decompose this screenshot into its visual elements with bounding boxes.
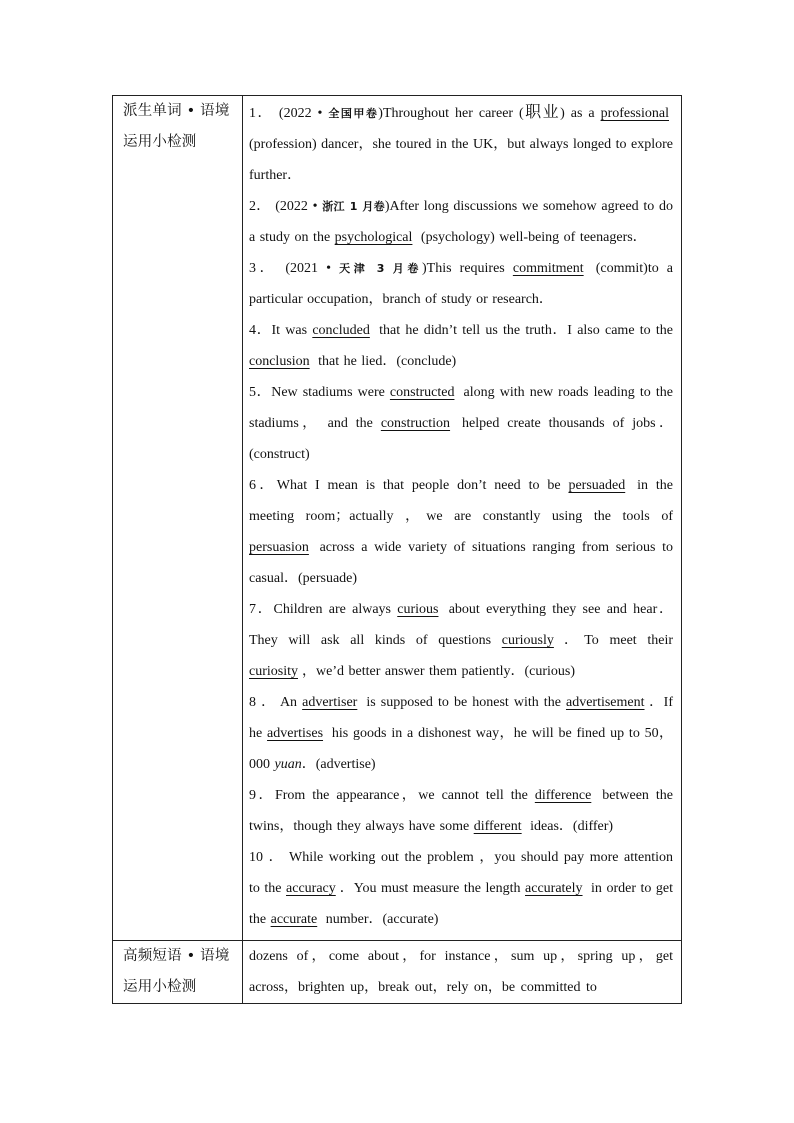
sentence-text: ．You must measure the length — [339, 881, 526, 896]
answer-blank: construction — [380, 416, 451, 431]
sentence-text: ，we’d better answer them patiently．(curious) — [302, 664, 576, 679]
item-number: 8 ． — [249, 695, 276, 710]
answer-blank: advertisement — [565, 695, 645, 710]
sentence-text: Children are always — [273, 602, 398, 617]
answer-blank: curious — [397, 602, 439, 617]
row-label-cell — [113, 96, 243, 941]
row-label-cell — [113, 941, 243, 1004]
chinese-gloss: 职业 — [523, 102, 561, 121]
answer-blank: curiosity — [249, 664, 298, 679]
source-year: (2022 • — [278, 106, 323, 121]
exercise-item-2 — [249, 191, 673, 253]
sentence-text: is supposed to be honest with the — [361, 695, 566, 710]
item-number: 5． — [249, 385, 272, 400]
answer-blank: accurate — [270, 912, 318, 927]
exercise-item-9 — [249, 780, 673, 842]
exercise-list — [243, 96, 682, 941]
source-close: ) — [384, 199, 390, 214]
source-close: ) — [422, 261, 427, 276]
sentence-text: ) as a — [560, 106, 601, 121]
source-year: (2021 • — [285, 261, 331, 276]
source-close: ) — [378, 106, 383, 121]
sentence-text: ．(advertise) — [301, 757, 376, 772]
exercise-item-4 — [249, 315, 673, 377]
sentence-text: (commit)to a particular occupation，branch of study or research． — [249, 261, 674, 307]
answer-blank: different — [473, 819, 522, 834]
source-exam: 全国甲卷 — [328, 107, 379, 120]
exercise-item-5 — [249, 377, 673, 470]
phrase-list: dozens of，come about，for instance，sum up，spring up，get across，brighten up，break out，rely on，be committed to — [243, 941, 682, 1004]
sentence-text: Throughout her career ( — [382, 106, 524, 121]
row-label-phrases: 高频短语 • 语境运用小检测 — [123, 948, 230, 995]
source-exam: 浙江 1 月卷 — [322, 200, 385, 213]
italic-word: yuan — [274, 757, 302, 772]
answer-blank: commitment — [512, 261, 584, 276]
exercise-item-6 — [249, 470, 673, 594]
row-label-derivatives: 派生单词 • 语境运用小检测 — [123, 103, 230, 150]
sentence-text: (psychology) well-being of teenagers． — [416, 230, 647, 245]
sentence-text: New stadiums were — [271, 385, 390, 400]
sentence-text: It was — [271, 323, 313, 338]
exercise-item-3 — [249, 253, 673, 315]
answer-blank: advertises — [267, 726, 324, 741]
answer-blank: accurately — [525, 881, 583, 896]
answer-blank: difference — [534, 788, 592, 803]
item-number: 3． — [249, 261, 278, 276]
table-row — [113, 96, 682, 941]
sentence-text: his goods in a dishonest way，he will be fined up to 50，000 — [249, 726, 673, 772]
sentence-text: While working out the problem ，you should pay more attention to the — [249, 850, 674, 896]
sentence-text: An — [279, 695, 303, 710]
answer-blank: professional — [600, 106, 669, 121]
answer-blank: curiously — [501, 633, 554, 648]
sentence-text: along with new roads leading to the stadiums， and the — [249, 385, 673, 431]
table-row — [113, 941, 682, 1004]
sentence-text: helped create thousands of jobs．(construct) — [249, 416, 673, 462]
answer-blank: advertiser — [302, 695, 358, 710]
answer-blank: persuasion — [249, 540, 309, 555]
exercise-item-10 — [249, 842, 673, 935]
exercise-item-7 — [249, 594, 673, 687]
sentence-text: that he didn’t tell us the truth．I also came to the — [373, 323, 674, 338]
answer-blank: concluded — [312, 323, 370, 338]
source-year: (2022 • — [275, 199, 318, 214]
answer-blank: psychological — [334, 230, 413, 245]
sentence-text: between the twins，though they always have some — [249, 788, 674, 834]
exercise-item-1 — [249, 96, 673, 191]
sentence-text: ideas．(differ) — [525, 819, 614, 834]
exercise-table — [112, 95, 682, 1004]
item-number: 6． — [249, 478, 277, 493]
sentence-text: in the meeting room；actually ，we are constantly using the tools of — [249, 478, 673, 524]
sentence-text: that he lied．(conclude) — [313, 354, 457, 369]
answer-blank: constructed — [389, 385, 455, 400]
item-number: 10 ． — [249, 850, 284, 865]
answer-blank: persuaded — [568, 478, 626, 493]
sentence-text: What I mean is that people don’t need to be — [276, 478, 569, 493]
sentence-text: This requires — [426, 261, 513, 276]
exercise-item-8 — [249, 687, 673, 780]
sentence-text: number．(accurate) — [321, 912, 439, 927]
item-number: 1． — [249, 106, 273, 121]
sentence-text: across a wide variety of situations ranging from serious to casual．(persuade) — [249, 540, 673, 586]
item-number: 4． — [249, 323, 272, 338]
source-exam: 天津 3 月卷 — [339, 262, 422, 275]
item-number: 9． — [249, 788, 275, 803]
sentence-text: From the appearance，we cannot tell the — [274, 788, 535, 803]
item-number: 2． — [249, 199, 271, 214]
sentence-text: ．To meet their — [557, 633, 674, 648]
sentence-text: in order to get the — [249, 881, 673, 927]
answer-blank: accuracy — [286, 881, 336, 896]
sentence-text: (profession) dancer，she toured in the UK，but always longed to explore further． — [249, 137, 673, 183]
item-number: 7． — [249, 602, 274, 617]
answer-blank: conclusion — [249, 354, 310, 369]
sentence-text: ．If he — [249, 695, 673, 741]
sentence-text: After long discussions we somehow agreed to do a study on the — [249, 199, 674, 245]
sentence-text: about everything they see and hear．They will ask all kinds of questions — [249, 602, 674, 648]
